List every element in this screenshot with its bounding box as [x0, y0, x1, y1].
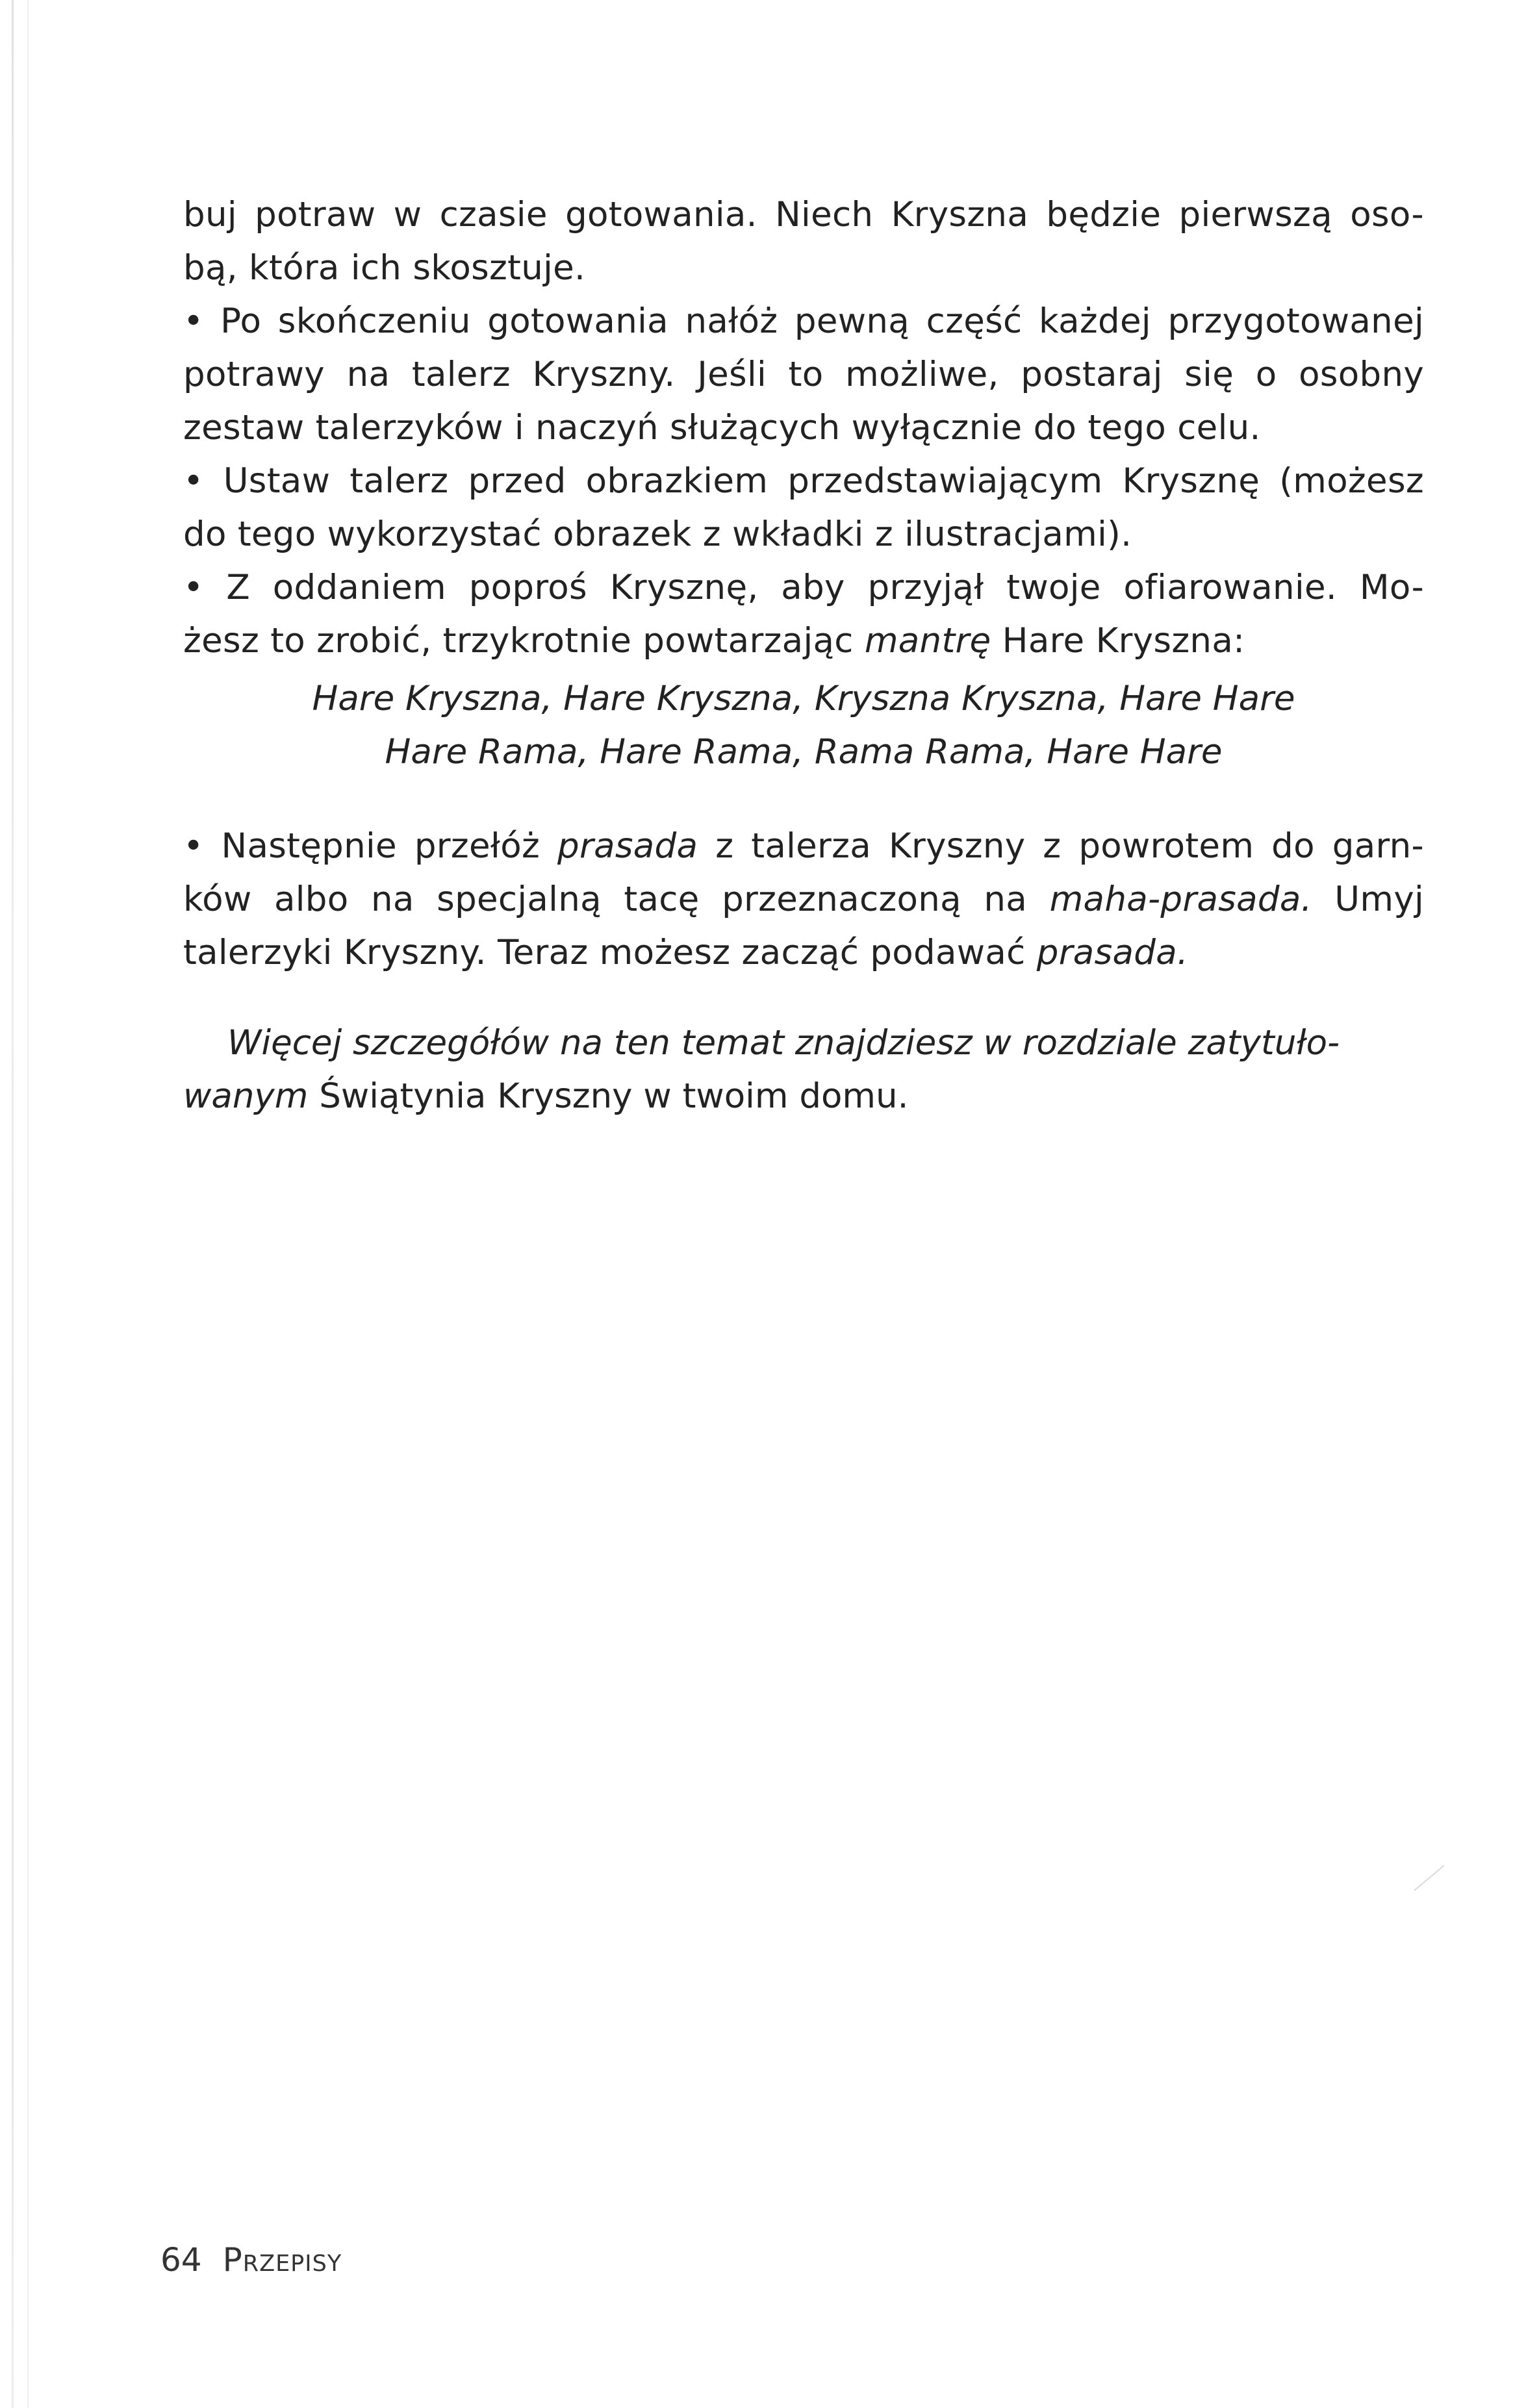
text-run: talerzyki Kryszny. Teraz możesz zacząć podawać [183, 933, 1037, 972]
reference-note [183, 1017, 1424, 1123]
italic-term: prasada. [1036, 933, 1189, 972]
italic-term: mantrę [864, 621, 991, 661]
note-line [183, 1070, 1424, 1123]
italic-term: maha-prasada. [1049, 880, 1312, 919]
text-line: do tego wykorzystać obrazek z wkładki z ilustracjami). [183, 514, 1132, 554]
text-run: Umyj [1312, 880, 1425, 919]
mantra-line-2: Hare Rama, Hare Rama, Rama Rama, Hare Hare [385, 732, 1223, 772]
text-line: potrawy na talerz Kryszny. Jeśli to możliwe, postaraj się o osobny [183, 355, 1424, 394]
text-line [183, 873, 1424, 926]
text-line: bą, która ich skosztuje. [183, 248, 586, 288]
text-run: żesz to zrobić, trzykrotnie powtarzając [183, 621, 865, 661]
text-line: zestaw talerzyków i naczyń służących wyłącznie do tego celu. [183, 408, 1261, 448]
text-run: Hare Kryszna: [991, 621, 1245, 661]
text-run: • Następnie przełóż [183, 826, 558, 866]
page-binding-edge [12, 0, 14, 2408]
chapter-title: Świątynia Kryszny w twoim domu. [308, 1076, 909, 1116]
text-line: • Po skończeniu gotowania nałóż pewną część każdej przygotowanej [183, 301, 1424, 341]
note-line: Więcej szczegółów na ten temat znajdziesz w rozdziale zatytuło- [227, 1023, 1340, 1063]
text-line [183, 820, 1424, 873]
text-line [183, 615, 1424, 668]
text-line: buj potraw w czasie gotowania. Niech Kryszna będzie pierwszą oso- [183, 195, 1424, 234]
page-footer [160, 2241, 342, 2279]
body-text [183, 188, 1424, 668]
scan-mark [1414, 1865, 1444, 1891]
page-number: 64 [160, 2241, 202, 2279]
text-line [183, 926, 1424, 980]
text-run: z talerza Kryszny z powrotem do garn- [698, 826, 1424, 866]
section-title: Przepisy [222, 2241, 342, 2279]
italic-term: wanym [183, 1076, 309, 1116]
step-paragraph [183, 820, 1424, 980]
mantra-line-1: Hare Kryszna, Hare Kryszna, Kryszna Kryszna, Hare Hare [312, 679, 1295, 718]
text-line: • Z oddaniem poproś Krysznę, aby przyjął twoje ofiarowanie. Mo- [183, 568, 1424, 607]
page-binding-edge-inner [27, 0, 29, 2408]
text-run: ków albo na specjalną tacę przeznaczoną na [183, 880, 1050, 919]
mantra-block [183, 672, 1424, 779]
text-line: • Ustaw talerz przed obrazkiem przedstawiającym Krysznę (możesz [183, 461, 1424, 501]
italic-term: prasada [557, 826, 698, 866]
